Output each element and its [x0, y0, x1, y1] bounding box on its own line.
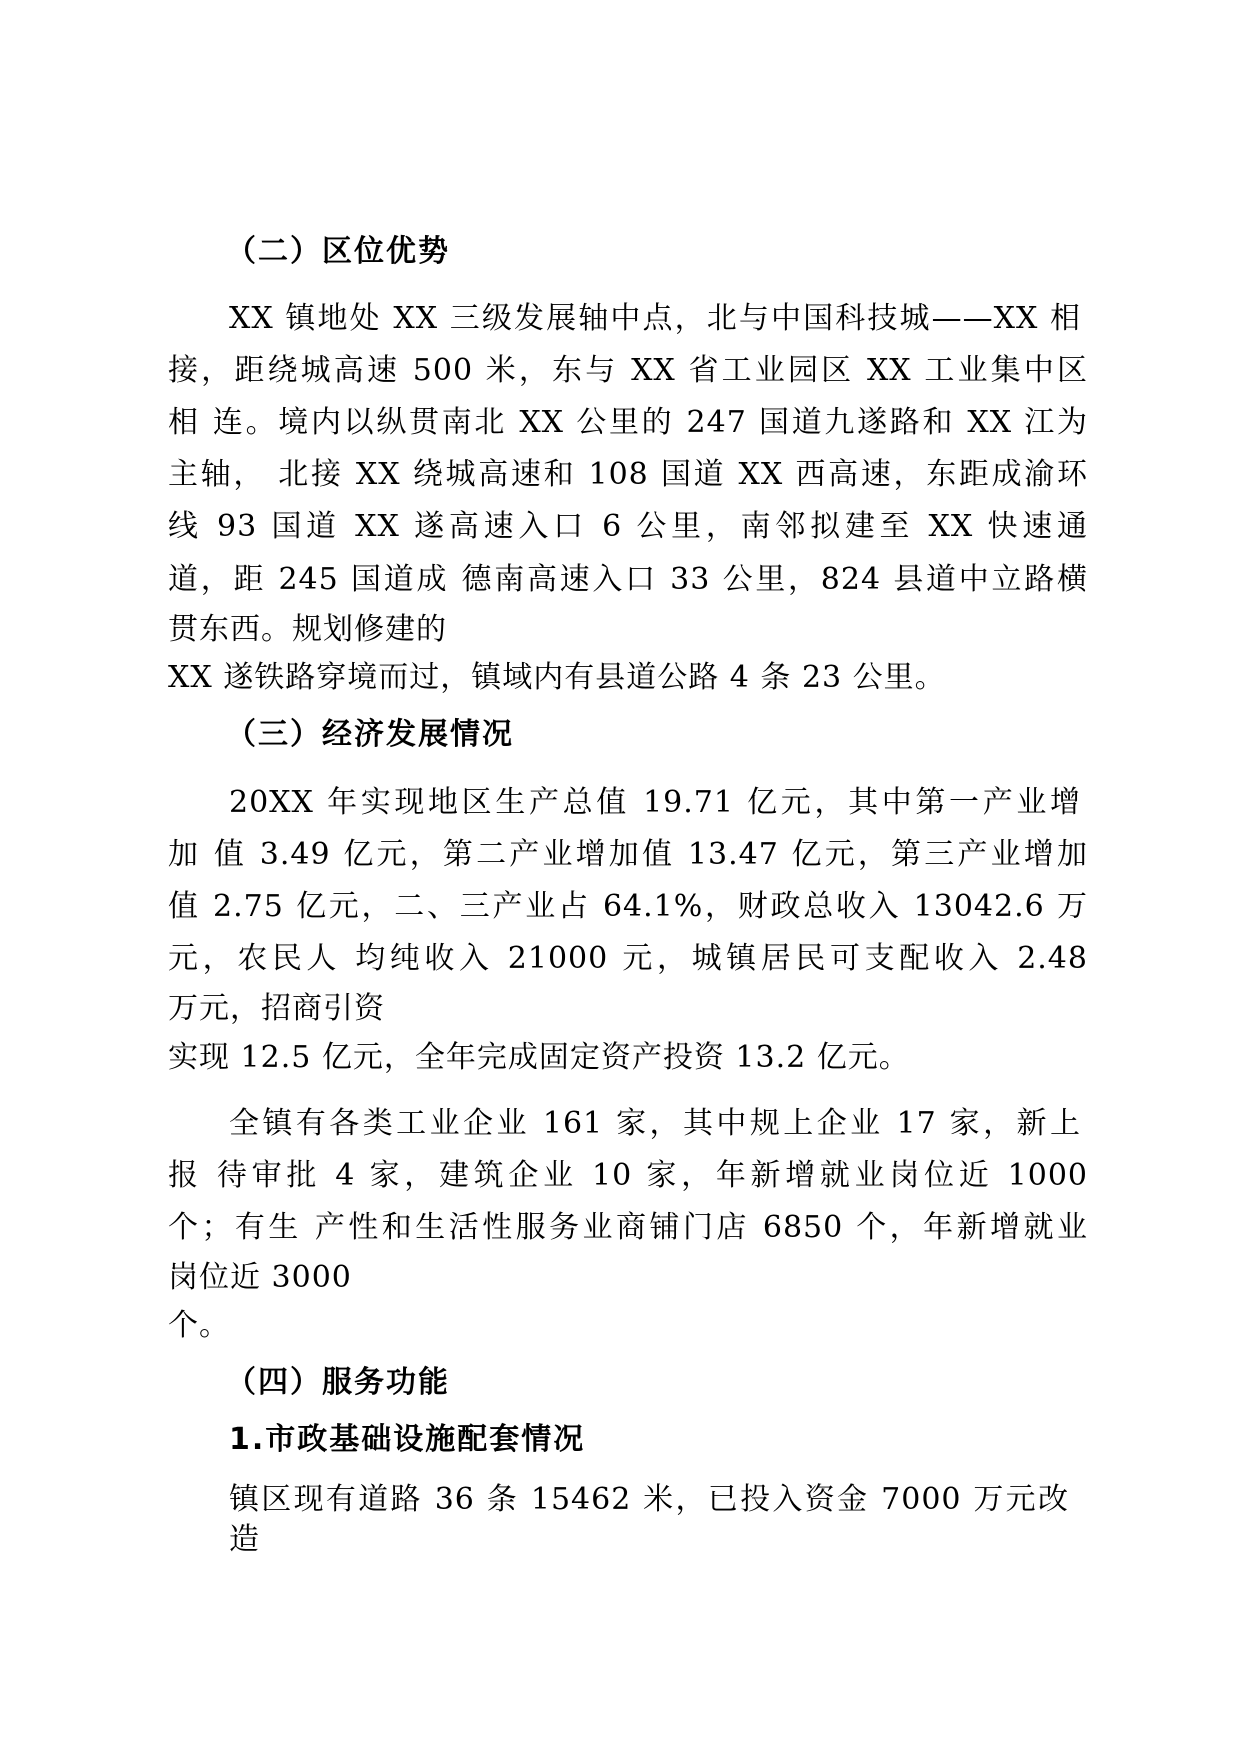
location-line-1: XX 镇地处 XX 三级发展轴中点，北与中国科技城——XX 相 [229, 301, 1081, 336]
subheading-municipal-infrastructure: 1.市政基础设施配套情况 [229, 1422, 586, 1457]
location-line-8: XX 遂铁路穿境而过，镇域内有县道公路 4 条 23 公里。 [168, 660, 946, 695]
location-line-2: 接，距绕城高速 500 米，东与 XX 省工业园区 XX 工业集中区 [168, 353, 1088, 388]
location-line-4: 主轴， 北接 XX 绕城高速和 108 国道 XX 西高速，东距成渝环 [168, 457, 1088, 492]
economy-p1-line-1: 20XX 年实现地区生产总值 19.71 亿元，其中第一产业增 [229, 785, 1081, 820]
economy-p1-line-4: 元，农民人 均纯收入 21000 元，城镇居民可支配收入 2.48 [168, 941, 1088, 976]
economy-p2-line-5: 个。 [168, 1308, 230, 1343]
economy-p2-line-2: 报 待审批 4 家，建筑企业 10 家，年新增就业岗位近 1000 [168, 1158, 1088, 1193]
section-heading-services: （四）服务功能 [226, 1365, 450, 1400]
section-heading-location: （二）区位优势 [226, 234, 450, 269]
economy-p2-line-3: 个；有生 产性和生活性服务业商铺门店 6850 个，年新增就业 [168, 1210, 1088, 1245]
economy-p1-line-2: 加 值 3.49 亿元，第二产业增加值 13.47 亿元，第三产业增加 [168, 837, 1088, 872]
section-heading-economy: （三）经济发展情况 [226, 717, 514, 752]
services-line-2: 造 [229, 1522, 260, 1557]
economy-p1-line-3: 值 2.75 亿元，二、三产业占 64.1%，财政总收入 13042.6 万 [168, 889, 1088, 924]
economy-p1-line-5: 万元，招商引资 [168, 991, 385, 1026]
location-line-6: 道，距 245 国道成 德南高速入口 33 公里，824 县道中立路横 [168, 562, 1088, 597]
economy-p2-line-1: 全镇有各类工业企业 161 家，其中规上企业 17 家，新上 [229, 1106, 1081, 1141]
location-line-7: 贯东西。规划修建的 [168, 612, 447, 647]
economy-p1-line-6: 实现 12.5 亿元，全年完成固定资产投资 13.2 亿元。 [168, 1040, 910, 1075]
location-line-3: 相 连。境内以纵贯南北 XX 公里的 247 国道九遂路和 XX 江为 [168, 405, 1088, 440]
location-line-5: 线 93 国道 XX 遂高速入口 6 公里，南邻拟建至 XX 快速通 [168, 509, 1088, 544]
economy-p2-line-4: 岗位近 3000 [168, 1260, 352, 1295]
services-line-1: 镇区现有道路 36 条 15462 米，已投入资金 7000 万元改 [229, 1482, 1069, 1517]
